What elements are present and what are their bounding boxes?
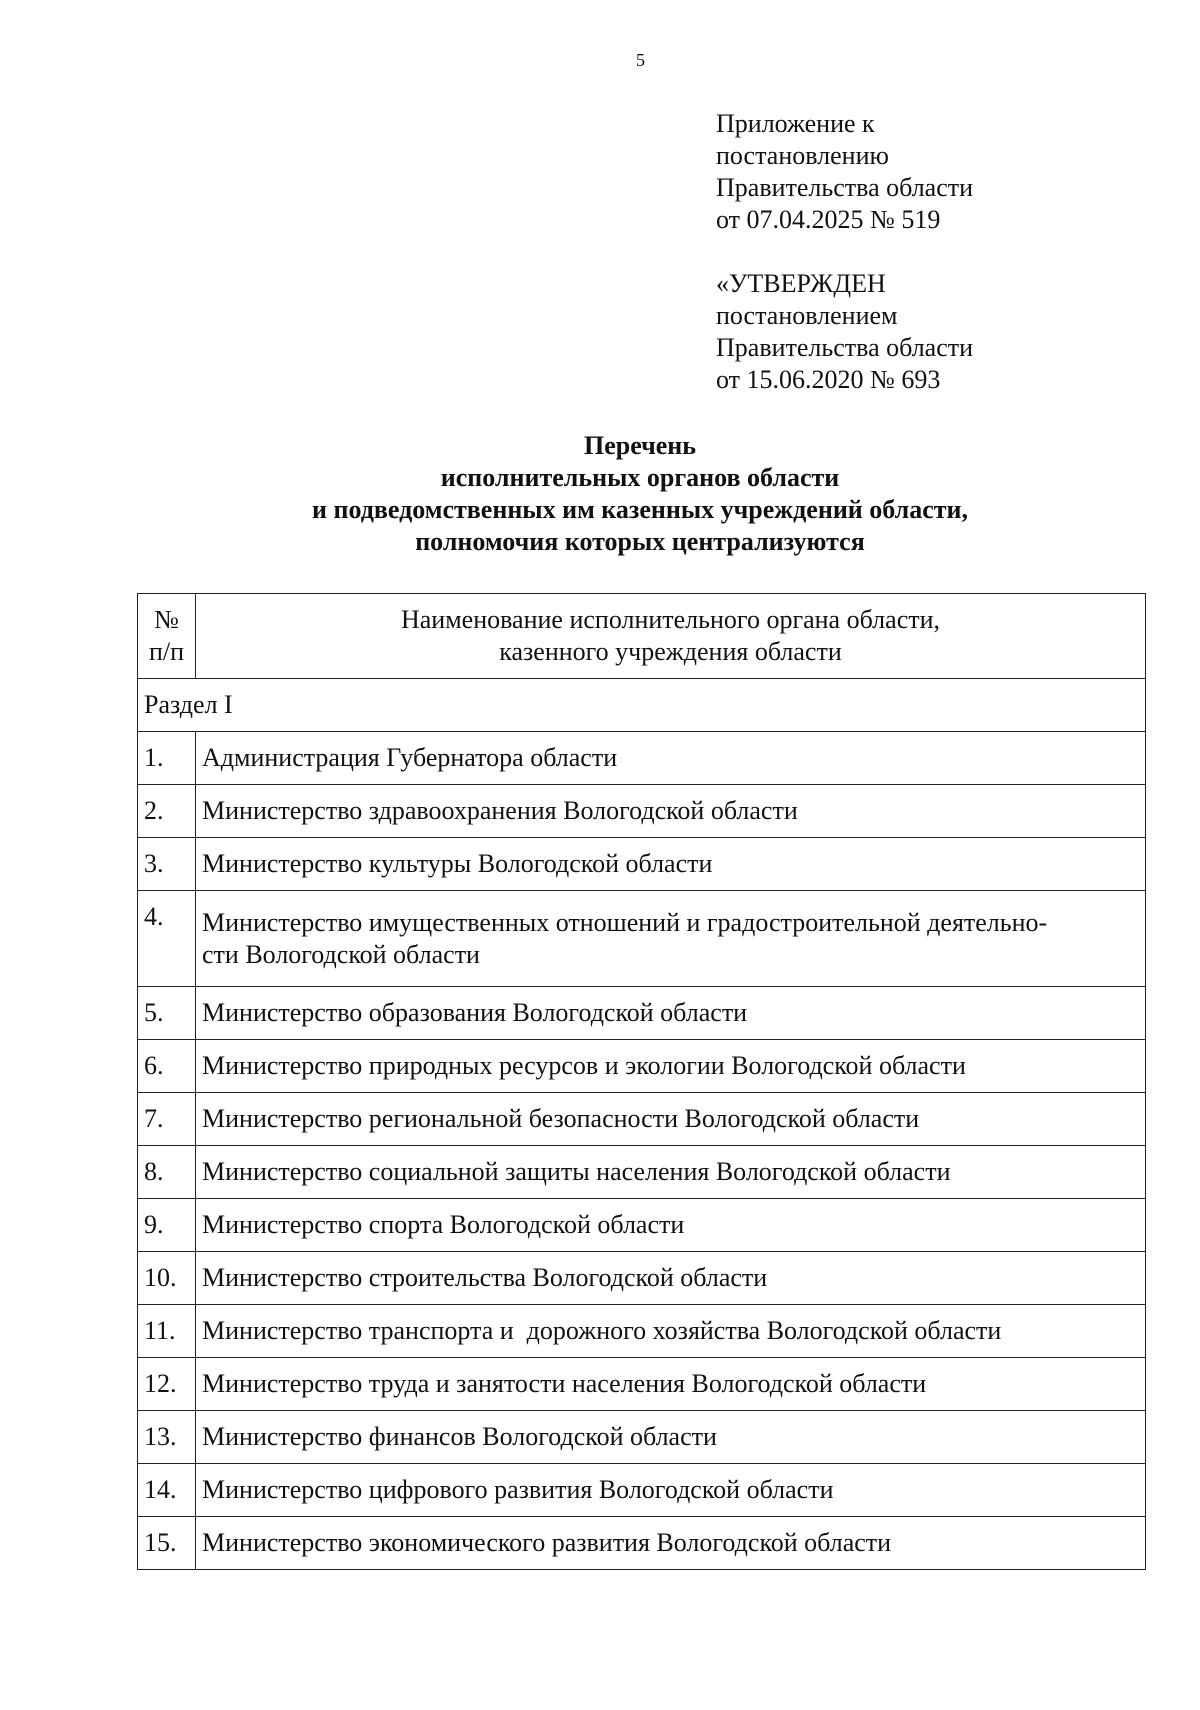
row-name: Министерство транспорта и дорожного хозяйства Вологодской области — [196, 1305, 1146, 1358]
section-cell: Раздел I — [138, 679, 1146, 732]
table-row — [138, 1305, 1146, 1358]
row-name-line: сти Вологодской области — [202, 939, 480, 969]
row-number: 3. — [138, 838, 196, 891]
row-number: 8. — [138, 1146, 196, 1199]
table-row — [138, 891, 1146, 987]
table-row — [138, 1358, 1146, 1411]
appendix-line: Приложение к — [716, 109, 875, 138]
row-number: 10. — [138, 1252, 196, 1305]
document-title — [0, 430, 1200, 558]
row-number: 12. — [138, 1358, 196, 1411]
row-name: Министерство финансов Вологодской области — [196, 1411, 1146, 1464]
row-number: 13. — [138, 1411, 196, 1464]
row-name: Министерство труда и занятости населения Вологодской области — [196, 1358, 1146, 1411]
row-name: Министерство здравоохранения Вологодской области — [196, 785, 1146, 838]
header-number-line: п/п — [148, 637, 185, 666]
table-header-row — [138, 594, 1146, 679]
appendix-line: Правительства области — [716, 173, 974, 202]
header-name-line: казенного учреждения области — [499, 637, 842, 666]
table-row — [138, 838, 1146, 891]
row-number: 9. — [138, 1199, 196, 1252]
header-name-line: Наименование исполнительного органа области, — [400, 605, 941, 634]
row-name: Министерство образования Вологодской области — [196, 987, 1146, 1040]
table-row — [138, 1093, 1146, 1146]
appendix-line: от 07.04.2025 № 519 — [716, 205, 941, 234]
page-number: 5 — [636, 50, 645, 70]
table-row — [138, 1040, 1146, 1093]
row-number: 4. — [138, 891, 196, 987]
approval-line: Правительства области — [716, 333, 974, 362]
table-row — [138, 1199, 1146, 1252]
table-row — [138, 785, 1146, 838]
table-row — [138, 987, 1146, 1040]
organizations-table — [137, 593, 1146, 1570]
row-name: Министерство социальной защиты населения Вологодской области — [196, 1146, 1146, 1199]
row-number: 1. — [138, 732, 196, 785]
table-row — [138, 1517, 1146, 1570]
row-name: Министерство культуры Вологодской области — [196, 838, 1146, 891]
row-number: 14. — [138, 1464, 196, 1517]
section-row — [138, 679, 1146, 732]
approval-line: от 15.06.2020 № 693 — [716, 365, 941, 394]
appendix-block — [716, 108, 973, 236]
row-number: 15. — [138, 1517, 196, 1570]
title-line: исполнительных органов области — [440, 463, 840, 492]
table-row — [138, 1464, 1146, 1517]
row-name: Министерство строительства Вологодской области — [196, 1252, 1146, 1305]
title-line: полномочия которых централизуются — [415, 527, 865, 556]
table-row — [138, 1411, 1146, 1464]
row-name: Министерство спорта Вологодской области — [196, 1199, 1146, 1252]
row-name: Министерство цифрового развития Вологодской области — [196, 1464, 1146, 1517]
header-number-cell — [138, 594, 196, 679]
table-row — [138, 1146, 1146, 1199]
table-row — [138, 732, 1146, 785]
row-number: 7. — [138, 1093, 196, 1146]
approval-block — [716, 268, 973, 396]
row-number: 11. — [138, 1305, 196, 1358]
row-name: Министерство природных ресурсов и экологии Вологодской области — [196, 1040, 1146, 1093]
row-name-line: Министерство имущественных отношений и градостроительной деятельно- — [202, 907, 1048, 937]
table-row — [138, 1252, 1146, 1305]
header-name-cell — [196, 594, 1146, 679]
row-number: 5. — [138, 987, 196, 1040]
row-name — [196, 891, 1146, 987]
title-line: Перечень — [583, 431, 697, 460]
row-number: 6. — [138, 1040, 196, 1093]
title-line: и подведомственных им казенных учреждений области, — [311, 495, 969, 524]
approval-line: «УТВЕРЖДЕН — [716, 269, 886, 298]
header-number-line: № — [154, 605, 179, 634]
row-number: 2. — [138, 785, 196, 838]
row-name: Министерство региональной безопасности Вологодской области — [196, 1093, 1146, 1146]
approval-line: постановлением — [716, 301, 898, 330]
appendix-line: постановлению — [716, 141, 889, 170]
row-name: Министерство экономического развития Вологодской области — [196, 1517, 1146, 1570]
row-name: Администрация Губернатора области — [196, 732, 1146, 785]
